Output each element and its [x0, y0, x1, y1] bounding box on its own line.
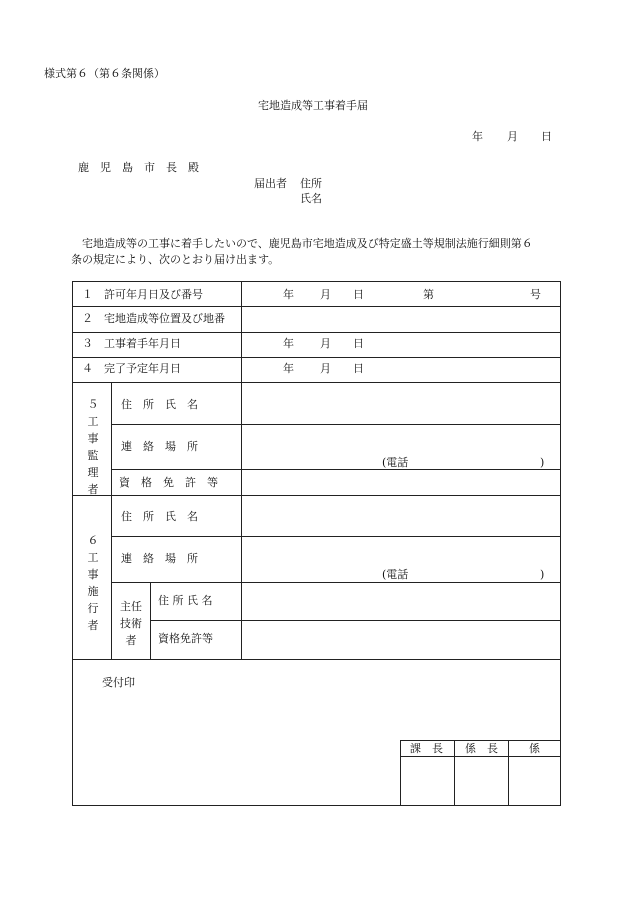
supervisor-phone-close: )	[540, 456, 545, 469]
applicant-label: 届出者	[254, 177, 287, 190]
row4-year: 年	[283, 362, 294, 375]
row1-year: 年	[283, 288, 294, 301]
supervisor-license-label: 資 格 免 許 等	[119, 476, 218, 489]
row4-day: 日	[353, 362, 364, 375]
name-label: 氏名	[300, 192, 322, 205]
contractor-heading-char: 事	[87, 568, 99, 581]
row2-label: ２ 宅地造成等位置及び地番	[82, 312, 225, 325]
chief-engineer-heading-part: 技術	[120, 617, 142, 630]
approval-section-chief: 課 長	[410, 742, 443, 755]
document-title: 宅地造成等工事着手届	[258, 99, 368, 112]
date-day-label: 日	[541, 130, 552, 143]
receipt-stamp-label: 受付印	[102, 676, 135, 689]
approval-subsection-chief: 係 長	[465, 742, 498, 755]
contractor-contact-label: 連 絡 場 所	[121, 552, 198, 565]
contractor-name-label: 住 所 氏 名	[121, 510, 198, 523]
contractor-phone-close: )	[540, 568, 545, 581]
intro-line-1: 宅地造成等の工事に着手したいので、鹿児島市宅地造成及び特定盛土等規制法施行細則第６	[82, 237, 533, 250]
row1-label: １ 許可年月日及び番号	[82, 288, 203, 301]
row3-month: 月	[320, 337, 331, 350]
addressee: 鹿 児 島 市 長 殿	[78, 161, 199, 174]
supervisor-heading	[86, 396, 100, 498]
supervisor-phone-open: (電話	[382, 456, 409, 469]
supervisor-heading-char: 理	[87, 466, 99, 479]
date-month-label: 月	[507, 130, 518, 143]
row3-year: 年	[283, 337, 294, 350]
row3-day: 日	[353, 337, 364, 350]
address-label: 住所	[300, 177, 322, 190]
approval-staff: 係	[529, 742, 540, 755]
supervisor-contact-label: 連 絡 場 所	[121, 440, 198, 453]
contractor-phone-open: (電話	[382, 568, 409, 581]
chief-engineer-heading-part: 主任	[120, 600, 142, 613]
chief-license-label: 資格免許等	[158, 632, 213, 645]
supervisor-name-label: 住 所 氏 名	[121, 398, 198, 411]
supervisor-heading-char: 者	[87, 483, 99, 496]
chief-engineer-heading	[117, 598, 145, 649]
form-number: 様式第６（第６条関係）	[44, 67, 165, 80]
contractor-heading-char: 者	[87, 619, 99, 632]
row4-label: ４ 完了予定年月日	[82, 362, 181, 375]
chief-engineer-heading-part: 者	[125, 634, 137, 647]
row4-month: 月	[320, 362, 331, 375]
chief-name-label: 住 所 氏 名	[158, 594, 213, 607]
row1-permit-dai: 第	[423, 288, 434, 301]
row1-permit-go: 号	[530, 288, 541, 301]
contractor-heading-char: 行	[87, 602, 99, 615]
intro-line-2: 条の規定により、次のとおり届け出ます。	[71, 253, 280, 266]
row1-day: 日	[353, 288, 364, 301]
supervisor-heading-char: ５	[87, 398, 99, 411]
row1-month: 月	[320, 288, 331, 301]
application-form-table	[72, 281, 561, 806]
supervisor-heading-char: 監	[87, 449, 99, 462]
row3-label: ３ 工事着手年月日	[82, 337, 181, 350]
supervisor-heading-char: 工	[87, 415, 99, 428]
supervisor-heading-char: 事	[87, 432, 99, 445]
contractor-heading-char: ６	[87, 534, 99, 547]
contractor-heading	[86, 532, 100, 634]
contractor-heading-char: 工	[87, 551, 99, 564]
contractor-heading-char: 施	[87, 585, 99, 598]
date-year-label: 年	[472, 130, 483, 143]
